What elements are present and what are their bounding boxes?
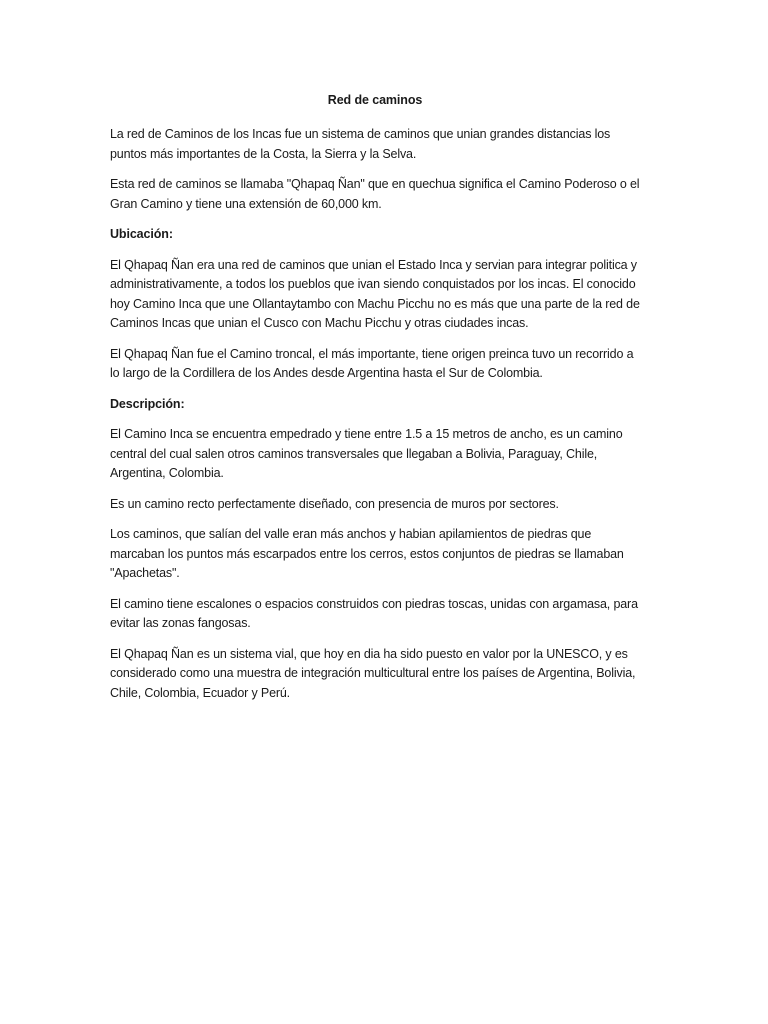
paragraph-descripcion-4: El camino tiene escalones o espacios construidos con piedras toscas, unidas con argamasa, para evitar las zonas fangosas. <box>110 596 638 630</box>
paragraph-intro-2: Esta red de caminos se llamaba "Qhapaq Ñan" que en quechua significa el Camino Poderoso o el Gran Camino y tiene una extensión de 60,000 km. <box>110 177 640 211</box>
heading-ubicacion: Ubicación: <box>110 227 173 241</box>
document-body <box>110 92 640 714</box>
paragraph-descripcion-3: Los caminos, que salían del valle eran más anchos y habian apilamientos de piedras que marcaban los puntos más escarpados entre los cerros, estos conjuntos de piedras se llamaban "Apachetas". <box>110 527 624 580</box>
paragraph-intro-1: La red de Caminos de los Incas fue un sistema de caminos que unian grandes distancias los puntos más importantes de la Costa, la Sierra y la Selva. <box>110 127 611 161</box>
paragraph-descripcion-2: Es un camino recto perfectamente diseñado, con presencia de muros por sectores. <box>110 496 559 511</box>
heading-descripcion: Descripción: <box>110 396 185 411</box>
paragraph-descripcion-5: El Qhapaq Ñan es un sistema vial, que hoy en dia ha sido puesto en valor por la UNESCO, y es considerado como una muestra de integración multicultural entre los países de Argentina, Bolivia, Chile, Colombia, Ecuador y Perú. <box>110 646 636 700</box>
document-title: Red de caminos <box>327 93 423 107</box>
paragraph-ubicacion-1: El Qhapaq Ñan era una red de caminos que unian el Estado Inca y servian para integrar politica y administrativamente, a todos los pueblos que ivan siendo conquistados por los incas. El conocido hoy Camino Inca que une Ollantaytambo con Machu Picchu no es más que una parte de la red de Caminos Incas que unian el Cusco con Machu Picchu y otras ciudades incas. <box>110 257 640 330</box>
paragraph-descripcion-1: El Camino Inca se encuentra empedrado y tiene entre 1.5 a 15 metros de ancho, es un camino central del cual salen otros caminos transversales que llegaban a Bolivia, Paraguay, Chile, Argentina, Colombia. <box>110 427 623 480</box>
paragraph-ubicacion-2: El Qhapaq Ñan fue el Camino troncal, el más importante, tiene origen preinca tuvo un recorrido a lo largo de la Cordillera de los Andes desde Argentina hasta el Sur de Colombia. <box>110 346 634 380</box>
